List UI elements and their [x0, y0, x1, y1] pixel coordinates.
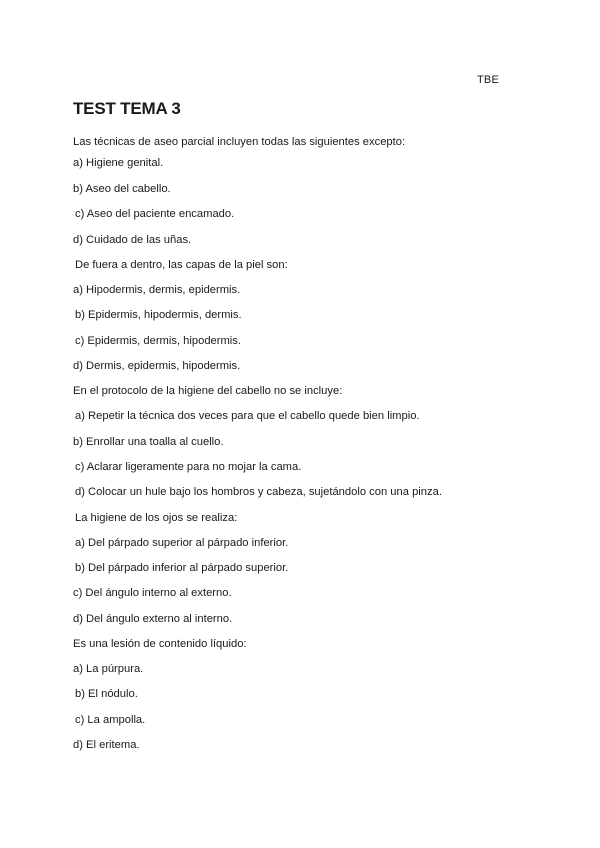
- header-tag: TBE: [477, 74, 499, 86]
- question-4-option-c: c) Del ángulo interno al externo.: [73, 587, 232, 599]
- question-4-option-d: d) Del ángulo externo al interno.: [73, 613, 233, 625]
- question-4-option-a: a) Del párpado superior al párpado inferior.: [75, 537, 289, 549]
- question-1-option-b: b) Aseo del cabello.: [73, 183, 171, 195]
- question-3-option-b: b) Enrollar una toalla al cuello.: [73, 436, 224, 448]
- question-3-option-d: d) Colocar un hule bajo los hombros y cabeza, sujetándolo con una pinza.: [75, 486, 442, 498]
- question-5-option-b: b) El nódulo.: [75, 688, 138, 700]
- question-1: Las técnicas de aseo parcial incluyen todas las siguientes excepto:: [73, 136, 406, 148]
- page-title: TEST TEMA 3: [73, 99, 181, 118]
- question-3-option-a: a) Repetir la técnica dos veces para que el cabello quede bien limpio.: [75, 410, 420, 422]
- question-2: De fuera a dentro, las capas de la piel son:: [75, 259, 288, 271]
- question-2-option-b: b) Epidermis, hipodermis, dermis.: [75, 309, 242, 321]
- question-5-option-d: d) El eritema.: [73, 739, 140, 751]
- question-2-option-d: d) Dermis, epidermis, hipodermis.: [73, 360, 241, 372]
- question-3-option-c: c) Aclarar ligeramente para no mojar la cama.: [75, 461, 302, 473]
- question-5-option-a: a) La púrpura.: [73, 663, 144, 675]
- question-2-option-c: c) Epidermis, dermis, hipodermis.: [75, 335, 241, 347]
- question-5: Es una lesión de contenido líquido:: [73, 638, 247, 650]
- question-1-option-d: d) Cuidado de las uñas.: [73, 234, 192, 246]
- question-3: En el protocolo de la higiene del cabello no se incluye:: [73, 385, 343, 397]
- question-4-option-b: b) Del párpado inferior al párpado superior.: [75, 562, 289, 574]
- question-4: La higiene de los ojos se realiza:: [75, 512, 238, 524]
- question-1-option-a: a) Higiene genital.: [73, 157, 164, 169]
- question-5-option-c: c) La ampolla.: [75, 714, 146, 726]
- question-2-option-a: a) Hipodermis, dermis, epidermis.: [73, 284, 241, 296]
- question-1-option-c: c) Aseo del paciente encamado.: [75, 208, 235, 220]
